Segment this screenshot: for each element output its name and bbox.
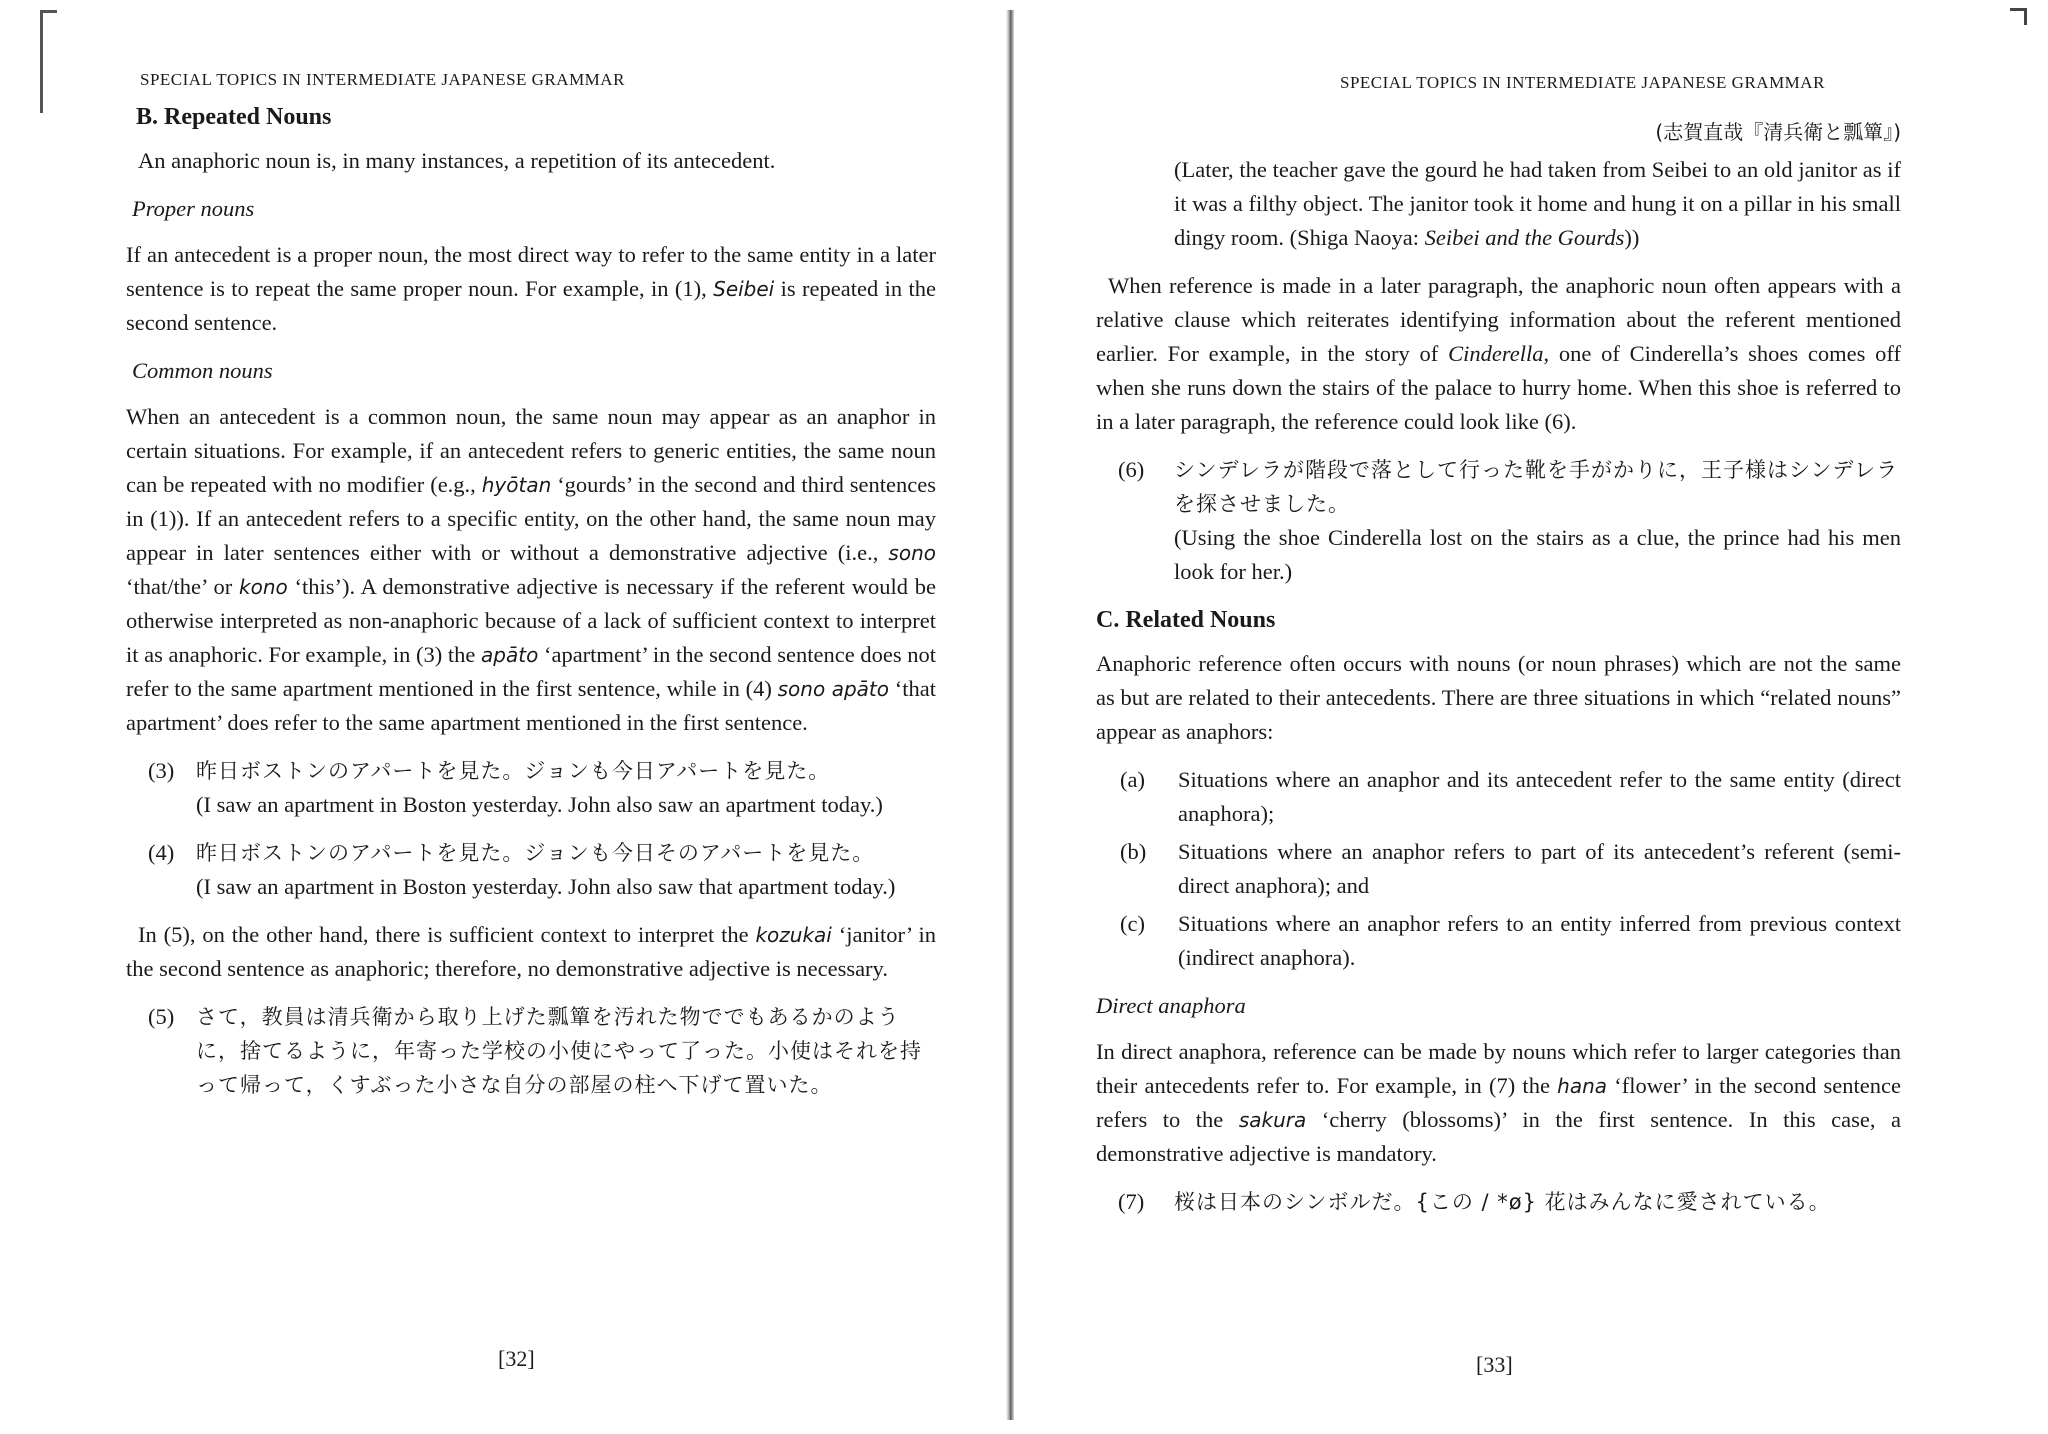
text-run: (Later, the teacher gave the gourd he had taken from Seibei to an old janitor as if it was a filthy object. The janitor took it home and hung it on a pillar in his small dingy room. (Shiga Naoya: — [1174, 157, 1901, 250]
related-nouns-paragraph: Anaphoric reference often occurs with nouns (or noun phrases) which are not the same as but are related to their antecedents. There are three situations in which “related nouns” appear as anaphors: — [1096, 651, 1901, 744]
text-run: is repeated in the second sentence. — [126, 276, 936, 335]
page-number-right: [33] — [1476, 1352, 1513, 1377]
left-running-head: SPECIAL TOPICS IN INTERMEDIATE JAPANESE GRAMMAR — [140, 70, 625, 89]
subheading-direct-anaphora: Direct anaphora — [1096, 993, 1246, 1018]
example-number: (7) — [1118, 1189, 1145, 1214]
text-run: If an antecedent is a proper noun, the most direct way to refer to the same entity in a later sentence is to repeat the same proper noun. For example, in (1), — [126, 242, 936, 301]
example-5-gloss — [1096, 153, 1901, 255]
text-run: ‘flower’ in the second sentence refers to the — [1096, 1073, 1902, 1132]
work-title: Seibei and the Gourds — [1424, 225, 1625, 250]
text-run: ‘that apartment’ does refer to the same apartment mentioned in the first sentence. — [126, 676, 937, 735]
term-kozukai: kozukai — [755, 923, 832, 947]
term-sono-apato: sono apāto — [777, 677, 889, 701]
text-run: When reference is made in a later paragraph, the anaphoric noun often appears with a relative clause which reiterates identifying information about the referent mentioned earlier. For example, in the story of — [1096, 273, 1901, 366]
term-apato: apāto — [481, 643, 539, 667]
term-sono: sono — [888, 541, 936, 565]
example-japanese: 昨日ボストンのアパートを見た。ジョンも今日アパートを見た。 — [196, 759, 831, 783]
scan-corner-mark — [40, 10, 57, 113]
right-page — [1012, 0, 2048, 1434]
term-hana: hana — [1557, 1074, 1608, 1098]
text-run: ‘this’). A demonstrative adjective is necessary if the referent would be otherwise interpreted as non-anaphoric because of a lack of sufficient context to interpret it as anaphoric. For example, in (3) the — [126, 574, 936, 667]
text-run: ‘janitor’ in the second sentence as anaphoric; therefore, no demonstrative adjective is necessary. — [126, 922, 936, 981]
section-heading-b: B. Repeated Nouns — [136, 104, 332, 130]
example-4 — [126, 836, 936, 904]
term-seibei: Seibei — [713, 277, 775, 301]
list-item — [1096, 835, 1901, 903]
example-japanese: さて，教員は清兵衛から取り上げた瓢簞を汚れた物ででもあるかのように，捨てるように，年寄った学校の小使にやって了った。小使はそれを持って帰って，くすぶった小さな自分の部屋の柱へ下げて置いた。 — [196, 1005, 922, 1097]
text-run: , one of Cinderella’s shoes comes off when she runs down the stairs of the palace to hurry home. When this shoe is referred to in a later paragraph, the reference could look like (6). — [1096, 341, 1902, 434]
list-text: Situations where an anaphor and its antecedent refer to the same entity (direct anaphora); — [1178, 767, 1901, 826]
section-heading-c: C. Related Nouns — [1096, 607, 1276, 633]
later-paragraph-reference — [1096, 269, 1901, 439]
source-citation: (志賀直哉『清兵衛と瓢簞』) — [1655, 120, 1901, 144]
list-text: Situations where an anaphor refers to an entity inferred from previous context (indirect anaphora). — [1178, 911, 1901, 970]
example-7 — [1096, 1185, 1901, 1219]
example-6 — [1096, 453, 1901, 589]
list-label: (c) — [1120, 911, 1145, 936]
example-gloss: (Using the shoe Cinderella lost on the stairs as a clue, the prince had his men look for her.) — [1174, 525, 1901, 584]
list-item — [1096, 763, 1901, 831]
term-sakura: sakura — [1238, 1108, 1307, 1132]
list-item — [1096, 907, 1901, 975]
list-text: Situations where an anaphor refers to part of its antecedent’s referent (semi-direct anaphora); and — [1178, 839, 1901, 898]
term-hyotan: hyōtan — [481, 473, 552, 497]
example-number: (3) — [148, 758, 175, 783]
subheading-common-nouns: Common nouns — [132, 358, 273, 383]
example-gloss: (I saw an apartment in Boston yesterday. John also saw an apartment today.) — [196, 792, 883, 817]
example-gloss — [1174, 153, 1901, 255]
direct-anaphora-paragraph — [1096, 1035, 1901, 1171]
intro-paragraph: An anaphoric noun is, in many instances, a repetition of its antecedent. — [138, 148, 776, 173]
example-japanese: 昨日ボストンのアパートを見た。ジョンも今日そのアパートを見た。 — [196, 841, 875, 865]
right-page-content — [1096, 115, 1901, 1233]
list-label: (b) — [1120, 839, 1147, 864]
example-5 — [126, 1000, 936, 1102]
text-run: In (5), on the other hand, there is sufficient context to interpret the — [138, 922, 756, 947]
work-title-cinderella: Cinderella — [1448, 341, 1544, 366]
text-run: ‘gourds’ in the second and third sentences in (1)). If an antecedent refers to a specific entity, on the other hand, the same noun may appear in later sentences either with or without a demonstrative adjective (i.e., — [126, 472, 936, 565]
subheading-proper-nouns: Proper nouns — [132, 196, 255, 221]
right-running-head: SPECIAL TOPICS IN INTERMEDIATE JAPANESE GRAMMAR — [1340, 73, 1825, 92]
scan-corner-mark — [2010, 8, 2027, 25]
text-run: ‘cherry (blossoms)’ in the first sentence. In this case, a demonstrative adjective is mandatory. — [1096, 1107, 1902, 1166]
situations-list — [1096, 763, 1901, 975]
example-japanese: 桜は日本のシンボルだ。{この / *ø} 花はみんなに愛されている。 — [1174, 1190, 1831, 1214]
text-run: )) — [1624, 225, 1640, 250]
text-run: In direct anaphora, reference can be made by nouns which refer to larger categories than their antecedents refer to. For example, in (7) the — [1096, 1039, 1901, 1098]
left-page — [0, 0, 1012, 1434]
common-nouns-paragraph — [126, 400, 936, 740]
text-run: ‘that/the’ or — [126, 574, 240, 599]
example-number: (4) — [148, 840, 175, 865]
example-3 — [126, 754, 936, 822]
page-number-left: [32] — [498, 1346, 535, 1371]
example-japanese: シンデレラが階段で落として行った靴を手がかりに，王子様はシンデレラを探させました。 — [1174, 458, 1899, 516]
example-number: (6) — [1118, 457, 1145, 482]
proper-nouns-paragraph — [126, 238, 936, 340]
example-number: (5) — [148, 1004, 175, 1029]
example-gloss: (I saw an apartment in Boston yesterday. John also saw that apartment today.) — [196, 874, 896, 899]
left-page-content — [126, 100, 936, 1116]
list-label: (a) — [1120, 767, 1145, 792]
text-run: When an antecedent is a common noun, the same noun may appear as an anaphor in certain situations. For example, if an antecedent refers to generic entities, the same noun can be repeated with no modifier (e.g., — [126, 404, 936, 497]
paragraph-5-intro — [126, 918, 936, 986]
term-kono: kono — [239, 575, 288, 599]
text-run: ‘apartment’ in the second sentence does not refer to the same apartment mentioned in the first sentence, while in (4) — [126, 642, 936, 701]
